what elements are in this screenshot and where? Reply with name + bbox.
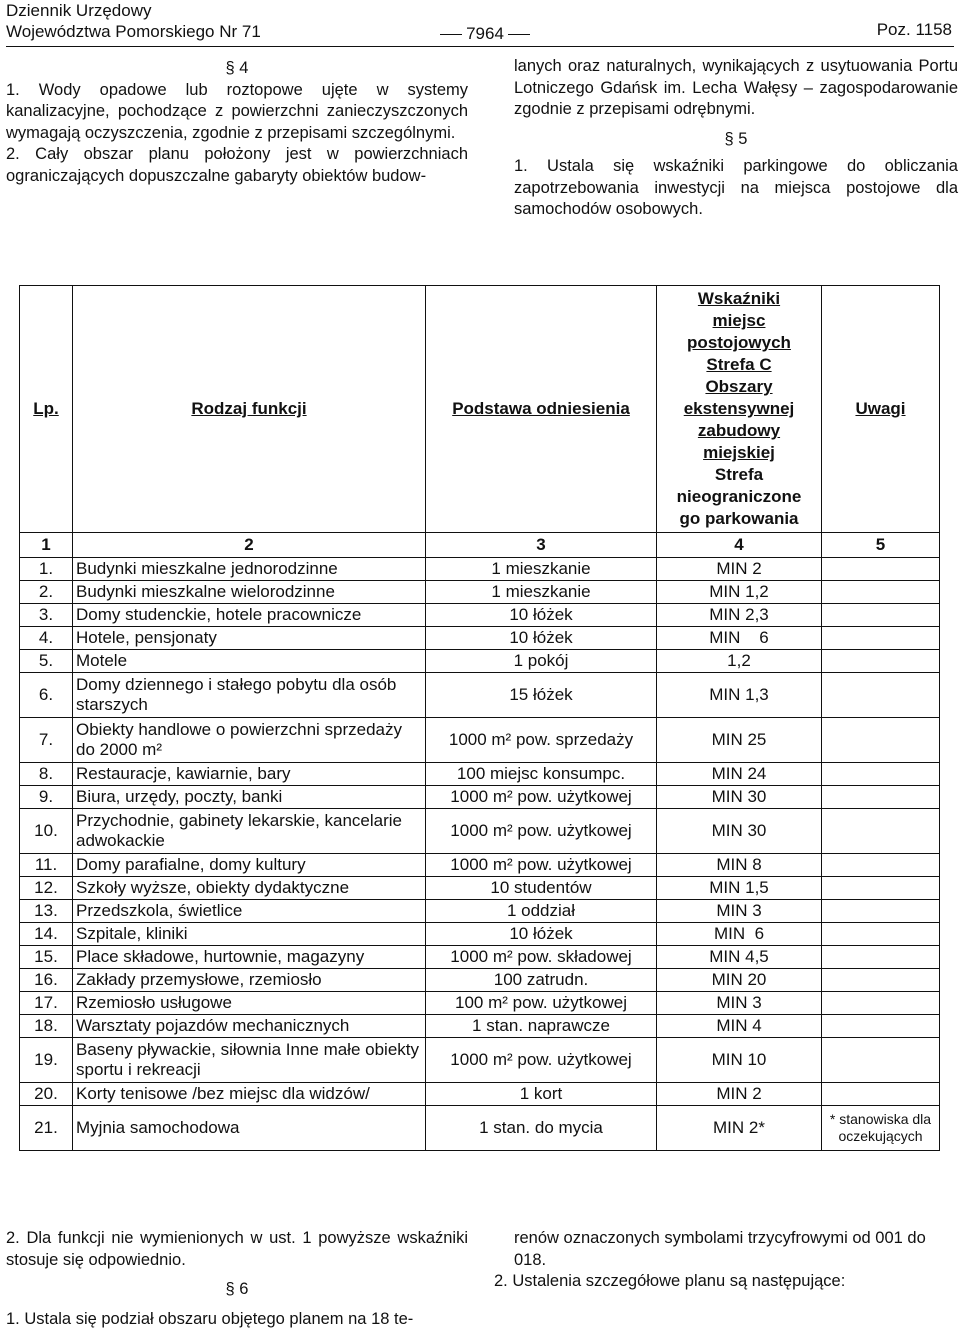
- page-header-left: [6, 0, 261, 42]
- table-row: [20, 1015, 940, 1038]
- row-basis: 100 m² pow. użytkowej: [426, 992, 657, 1015]
- row-indicator: MIN 1,3: [657, 673, 822, 718]
- header-basis: Podstawa odniesienia: [426, 286, 657, 533]
- header-divider: [6, 46, 954, 47]
- row-function: Budynki mieszkalne wielorodzinne: [73, 581, 426, 604]
- row-lp: 2.: [20, 581, 73, 604]
- row-lp: 8.: [20, 763, 73, 786]
- row-function: Szpitale, kliniki: [73, 923, 426, 946]
- row-lp: 18.: [20, 1015, 73, 1038]
- row-indicator: MIN 20: [657, 969, 822, 992]
- row-lp: 9.: [20, 786, 73, 809]
- table-row: [20, 969, 940, 992]
- row-basis: 100 miejsc konsumpc.: [426, 763, 657, 786]
- row-function: Obiekty handlowe o powierzchni sprzedaży do 2000 m²: [73, 718, 426, 763]
- row-basis: 100 zatrudn.: [426, 969, 657, 992]
- row-lp: 14.: [20, 923, 73, 946]
- row-indicator: MIN 2*: [657, 1106, 822, 1151]
- paragraph: lanych oraz naturalnych, wynikających z usytuowania Portu Lotniczego Gdańsk im. Lecha Wałęsy – zagospodarowanie zgodnie z przepisami odrębnymi.: [514, 57, 958, 118]
- position-number: Poz. 1158: [876, 20, 952, 39]
- row-lp: 19.: [20, 1038, 73, 1083]
- row-lp: 1.: [20, 558, 73, 581]
- row-note: [822, 969, 940, 992]
- table-row: [20, 673, 940, 718]
- row-basis: 1 mieszkanie: [426, 581, 657, 604]
- row-basis: 10 łóżek: [426, 627, 657, 650]
- table-row: [20, 650, 940, 673]
- row-indicator: MIN 24: [657, 763, 822, 786]
- row-function: Myjnia samochodowa: [73, 1106, 426, 1151]
- indicator-header-line: Strefa: [714, 465, 764, 484]
- publication-title: Dziennik Urzędowy: [6, 1, 152, 20]
- parking-indicators-table: [19, 285, 940, 1151]
- row-function: Przychodnie, gabinety lekarskie, kancelarie adwokackie: [73, 809, 426, 854]
- table-row: [20, 604, 940, 627]
- row-lp: 17.: [20, 992, 73, 1015]
- row-function: Korty tenisowe /bez miejsc dla widzów/: [73, 1083, 426, 1106]
- column-number: 1: [20, 533, 73, 558]
- row-basis: 1 kort: [426, 1083, 657, 1106]
- row-lp: 11.: [20, 854, 73, 877]
- paragraph: 1. Wody opadowe lub roztopowe ujęte w systemy kanalizacyjne, pochodzące z powierzchni zanieczyszczonych wymagają oczyszczenia, zgodnie z przepisami szczególnymi.: [6, 80, 468, 142]
- row-function: Hotele, pensjonaty: [73, 627, 426, 650]
- row-lp: 16.: [20, 969, 73, 992]
- row-note: [822, 1083, 940, 1106]
- table-row: [20, 809, 940, 854]
- row-indicator: MIN 25: [657, 718, 822, 763]
- row-function: Warsztaty pojazdów mechanicznych: [73, 1015, 426, 1038]
- row-note: [822, 854, 940, 877]
- row-basis: 15 łóżek: [426, 673, 657, 718]
- page-number: 7964: [430, 24, 540, 44]
- row-basis: 1 oddział: [426, 900, 657, 923]
- table-row: [20, 992, 940, 1015]
- row-note: [822, 946, 940, 969]
- row-basis: 10 łóżek: [426, 604, 657, 627]
- row-note: [822, 786, 940, 809]
- indicator-header-line: postojowych: [687, 333, 791, 352]
- row-note: [822, 877, 940, 900]
- right-text-column: [514, 56, 958, 221]
- table-row: [20, 627, 940, 650]
- row-basis: 1000 m² pow. użytkowej: [426, 1038, 657, 1083]
- row-note: [822, 558, 940, 581]
- row-function: Motele: [73, 650, 426, 673]
- paragraph: 2. Cały obszar planu położony jest w powierzchniach ograniczających dopuszczalne gabaryty obiektów budow-: [6, 145, 468, 185]
- row-note: [822, 809, 940, 854]
- row-basis: 1000 m² pow. składowej: [426, 946, 657, 969]
- row-basis: 1 stan. do mycia: [426, 1106, 657, 1151]
- indicator-header-line: miejskiej: [703, 443, 775, 462]
- indicator-header-line: nieograniczone: [676, 487, 802, 506]
- indicator-header-line: go parkowania: [679, 509, 799, 528]
- paragraph: renów oznaczonych symbolami trzycyfrowymi od 001 do 018.: [514, 1229, 926, 1269]
- header-function: Rodzaj funkcji: [73, 286, 426, 533]
- left-text-column: [6, 58, 468, 187]
- paragraph: 2. Dla funkcji nie wymienionych w ust. 1 powyższe wskaźniki stosuje się odpowiednio.: [6, 1229, 468, 1269]
- row-function: Restauracje, kawiarnie, bary: [73, 763, 426, 786]
- row-indicator: 1,2: [657, 650, 822, 673]
- row-note: [822, 900, 940, 923]
- row-note: * stanowiska dla oczekujących: [822, 1106, 940, 1151]
- row-basis: 10 studentów: [426, 877, 657, 900]
- row-function: Przedszkola, świetlice: [73, 900, 426, 923]
- table-row: [20, 854, 940, 877]
- table-row: [20, 1038, 940, 1083]
- row-lp: 13.: [20, 900, 73, 923]
- row-indicator: MIN 4: [657, 1015, 822, 1038]
- row-lp: 12.: [20, 877, 73, 900]
- row-indicator: MIN 6: [657, 627, 822, 650]
- column-number: 4: [657, 533, 822, 558]
- row-function: Biura, urzędy, poczty, banki: [73, 786, 426, 809]
- table-row: [20, 763, 940, 786]
- column-number: 2: [73, 533, 426, 558]
- row-basis: 1000 m² pow. użytkowej: [426, 786, 657, 809]
- paragraph: 1. Ustala się podział obszaru objętego planem na 18 te-: [6, 1309, 414, 1328]
- table-row: [20, 946, 940, 969]
- row-indicator: MIN 6: [657, 923, 822, 946]
- row-note: [822, 1038, 940, 1083]
- row-indicator: MIN 1,5: [657, 877, 822, 900]
- row-lp: 4.: [20, 627, 73, 650]
- row-function: Budynki mieszkalne jednorodzinne: [73, 558, 426, 581]
- row-lp: 21.: [20, 1106, 73, 1151]
- table-row: [20, 1106, 940, 1151]
- row-indicator: MIN 8: [657, 854, 822, 877]
- paragraph: 2. Ustalenia szczegółowe planu są następujące:: [494, 1272, 846, 1290]
- row-basis: 1000 m² pow. użytkowej: [426, 809, 657, 854]
- row-function: Baseny pływackie, siłownia Inne małe obiekty sportu i rekreacji: [73, 1038, 426, 1083]
- row-function: Domy dziennego i stałego pobytu dla osób starszych: [73, 673, 426, 718]
- section-heading: § 5: [724, 129, 748, 148]
- column-number-row: [20, 533, 940, 558]
- section-heading: § 4: [225, 59, 249, 77]
- row-indicator: MIN 2,3: [657, 604, 822, 627]
- row-note: [822, 763, 940, 786]
- row-function: Place składowe, hurtownie, magazyny: [73, 946, 426, 969]
- column-number: 3: [426, 533, 657, 558]
- row-basis: 1000 m² pow. użytkowej: [426, 854, 657, 877]
- table-row: [20, 900, 940, 923]
- bottom-right-text-column: [494, 1228, 958, 1293]
- row-function: Rzemiosło usługowe: [73, 992, 426, 1015]
- row-lp: 20.: [20, 1083, 73, 1106]
- section-heading: § 6: [225, 1280, 249, 1298]
- row-indicator: MIN 30: [657, 809, 822, 854]
- row-note: [822, 604, 940, 627]
- row-indicator: MIN 2: [657, 558, 822, 581]
- row-function: Domy studenckie, hotele pracownicze: [73, 604, 426, 627]
- header-lp: Lp.: [20, 286, 73, 533]
- row-basis: 1 pokój: [426, 650, 657, 673]
- paragraph: 1. Ustala się wskaźniki parkingowe do obliczania zapotrzebowania inwestycji na miejsca postojowe dla samochodów osobowych.: [514, 157, 958, 218]
- table-row: [20, 1083, 940, 1106]
- indicator-header-line: Strefa C: [706, 355, 772, 374]
- header-indicator: [657, 286, 822, 533]
- row-basis: 1000 m² pow. sprzedaży: [426, 718, 657, 763]
- row-note: [822, 718, 940, 763]
- indicator-header-line: miejsc: [712, 311, 766, 330]
- indicator-header-line: ekstensywnej: [683, 399, 795, 418]
- row-function: Zakłady przemysłowe, rzemiosło: [73, 969, 426, 992]
- row-indicator: MIN 3: [657, 992, 822, 1015]
- row-basis: 1 mieszkanie: [426, 558, 657, 581]
- row-indicator: MIN 4,5: [657, 946, 822, 969]
- row-lp: 10.: [20, 809, 73, 854]
- row-note: [822, 673, 940, 718]
- table-row: [20, 718, 940, 763]
- table-row: [20, 558, 940, 581]
- bottom-left-text-column: [6, 1228, 468, 1330]
- table-header-row: [20, 286, 940, 533]
- table-row: [20, 581, 940, 604]
- row-note: [822, 992, 940, 1015]
- indicator-header-line: Wskaźniki: [697, 289, 781, 308]
- row-lp: 5.: [20, 650, 73, 673]
- row-note: [822, 581, 940, 604]
- row-lp: 6.: [20, 673, 73, 718]
- indicator-header-line: zabudowy: [697, 421, 781, 440]
- header-notes: Uwagi: [822, 286, 940, 533]
- row-note: [822, 923, 940, 946]
- row-indicator: MIN 30: [657, 786, 822, 809]
- row-lp: 7.: [20, 718, 73, 763]
- row-function: Domy parafialne, domy kultury: [73, 854, 426, 877]
- table-row: [20, 786, 940, 809]
- table-row: [20, 877, 940, 900]
- indicator-header-line: Obszary: [705, 377, 773, 396]
- table-row: [20, 923, 940, 946]
- row-indicator: MIN 10: [657, 1038, 822, 1083]
- column-number: 5: [822, 533, 940, 558]
- row-note: [822, 650, 940, 673]
- row-indicator: MIN 3: [657, 900, 822, 923]
- row-function: Szkoły wyższe, obiekty dydaktyczne: [73, 877, 426, 900]
- row-basis: 10 łóżek: [426, 923, 657, 946]
- voivodeship-issue: Województwa Pomorskiego Nr 71: [6, 22, 261, 41]
- row-note: [822, 627, 940, 650]
- row-lp: 15.: [20, 946, 73, 969]
- row-basis: 1 stan. naprawcze: [426, 1015, 657, 1038]
- row-note: [822, 1015, 940, 1038]
- row-indicator: MIN 1,2: [657, 581, 822, 604]
- row-lp: 3.: [20, 604, 73, 627]
- row-indicator: MIN 2: [657, 1083, 822, 1106]
